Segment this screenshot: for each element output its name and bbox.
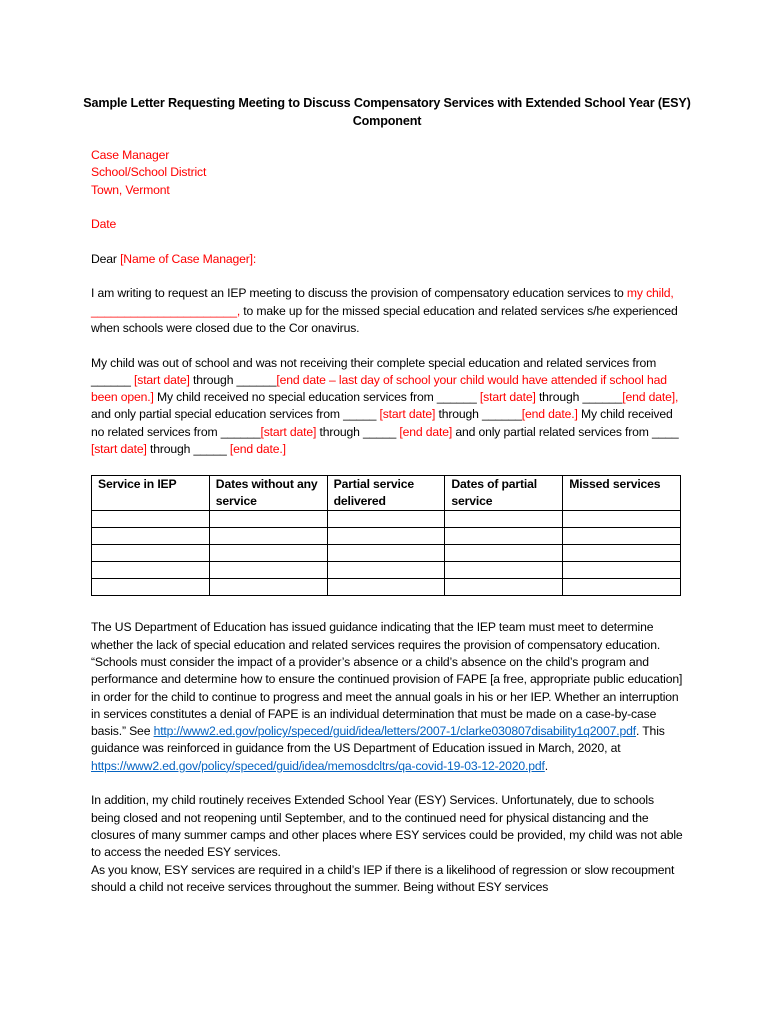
paragraph-esy-requirement: As you know, ESY services are required in a child’s IEP if there is a likelihood of regression or slow recoupment should a child not receive services throughout the summer. Being without ESY services <box>91 862 675 894</box>
table-cell <box>563 562 681 579</box>
table-header-cell: Dates without any service <box>209 476 327 511</box>
table-cell <box>327 562 445 579</box>
dates-text: and only partial special education services from _____ <box>91 407 380 422</box>
date-placeholder-red: [start date] <box>91 442 147 457</box>
date-placeholder-red: [start date] <box>134 372 190 387</box>
address-line-town: Town, Vermont <box>91 182 170 197</box>
paragraph-guidance <box>91 619 683 775</box>
dates-text: My child was out of school and was not receiving their complete special education and related services from ______ <box>91 355 657 387</box>
date-placeholder-red: [end date – last day of school your child would have attended if school had been open.] <box>91 372 667 405</box>
table-header-cell: Dates of partial service <box>445 476 563 511</box>
letter-body <box>83 95 691 896</box>
table-cell <box>327 528 445 545</box>
table-row <box>92 511 681 528</box>
dates-text: through ______ <box>435 407 522 422</box>
table-header-cell: Partial service delivered <box>327 476 445 511</box>
address-line-case-manager: Case Manager <box>91 148 170 162</box>
guidance-text-mid: . This guidance was reinforced in guidance from the US Department of Education issued in March, 2020, at <box>91 724 665 756</box>
table-cell <box>92 562 210 579</box>
date-placeholder-red: [end date], <box>622 390 679 405</box>
guidance-text-end: . <box>544 758 549 773</box>
table-cell <box>92 579 210 596</box>
table-row <box>92 545 681 562</box>
paragraph-esy: In addition, my child routinely receives Extended School Year (ESY) Services. Unfortunately, due to schools being closed and not reopening until September, and to the continued need for physical distancing and the closures of many summer camps and other places where ESY services could be provided, my child was not able to access the needed ESY services. <box>91 793 683 860</box>
dates-text: and only partial related services from ____ <box>452 424 679 439</box>
table-row <box>92 562 681 579</box>
dates-text: through _____ <box>146 442 230 457</box>
child-name-blank: my child, ______________________, <box>91 286 674 318</box>
table-row <box>92 528 681 545</box>
dates-text: through ______ <box>189 372 277 387</box>
para1-text: I am writing to request an IEP meeting to discuss the provision of compensatory education services to <box>91 286 627 301</box>
guidance-link-2020[interactable]: https://www2.ed.gov/policy/speced/guid/idea/memosdcltrs/qa-covid-19-03-12-2020.pdf <box>91 758 545 773</box>
salutation-prefix: Dear <box>91 251 121 266</box>
table-cell <box>445 528 563 545</box>
date-placeholder-red: [end date] <box>399 424 453 439</box>
table-cell <box>445 562 563 579</box>
table-cell <box>327 545 445 562</box>
table-cell <box>209 579 327 596</box>
table-cell <box>445 545 563 562</box>
salutation-name: [Name of Case Manager]: <box>120 251 257 266</box>
table-header-cell: Service in IEP <box>92 476 210 511</box>
services-table <box>91 475 681 596</box>
table-cell <box>92 528 210 545</box>
table-cell <box>327 579 445 596</box>
page-title: Sample Letter Requesting Meeting to Discuss Compensatory Services with Extended School Year (ESY) Component <box>83 96 691 128</box>
table-cell <box>327 511 445 528</box>
table-cell <box>92 511 210 528</box>
salutation <box>91 251 683 268</box>
table-cell <box>445 511 563 528</box>
address-line-school: School/School District <box>91 165 207 180</box>
table-header-cell: Missed services <box>563 476 681 511</box>
table-cell <box>209 562 327 579</box>
date-placeholder-red: [start date] <box>379 407 436 422</box>
table-cell <box>563 528 681 545</box>
dates-text: through _____ <box>316 424 400 439</box>
table-cell <box>209 528 327 545</box>
dates-text: through ______ <box>535 390 623 405</box>
table-body <box>92 511 681 596</box>
table-cell <box>92 545 210 562</box>
date-placeholder: Date <box>91 217 117 232</box>
date-placeholder-red: [end date.] <box>521 407 578 422</box>
dates-text: My child received no special education services from ______ <box>153 390 480 405</box>
guidance-text: The US Department of Education has issued guidance indicating that the IEP team must meet to determine whether the lack of special education and related services requires the provision of compensatory education. “Schools must consider the impact of a provider’s absence or a child’s absence on the child’s program and performance and determine how to ensure the continued provision of FAPE [a free, appropriate public education] in order for the child to continue to progress and meet the annual goals in his or her IEP. Whether an interruption in services constitutes a denial of FAPE is an individual determination that must be made on a case-by-case basis.” See <box>91 620 683 739</box>
date-placeholder-red: [end date.] <box>229 442 286 457</box>
table-cell <box>563 579 681 596</box>
table-cell <box>445 579 563 596</box>
guidance-link-2007[interactable]: http://www2.ed.gov/policy/speced/guid/idea/letters/2007-1/clarke030807disability1q2007.pdf <box>153 724 637 739</box>
date-placeholder-red: [start date] <box>260 424 317 439</box>
paragraph-dates <box>91 355 683 459</box>
para1-text-end: to make up for the missed special education and related services s/he experienced when schools were closed due to the Cor onavirus. <box>91 303 678 335</box>
table-cell <box>209 511 327 528</box>
table-row <box>92 579 681 596</box>
table-cell <box>563 545 681 562</box>
paragraph-request <box>91 285 683 337</box>
table-cell <box>209 545 327 562</box>
table-header-row <box>92 476 681 511</box>
dates-text: My child received no related services from ______ <box>91 407 673 439</box>
date-placeholder-red: [start date] <box>479 390 536 405</box>
table-cell <box>563 511 681 528</box>
